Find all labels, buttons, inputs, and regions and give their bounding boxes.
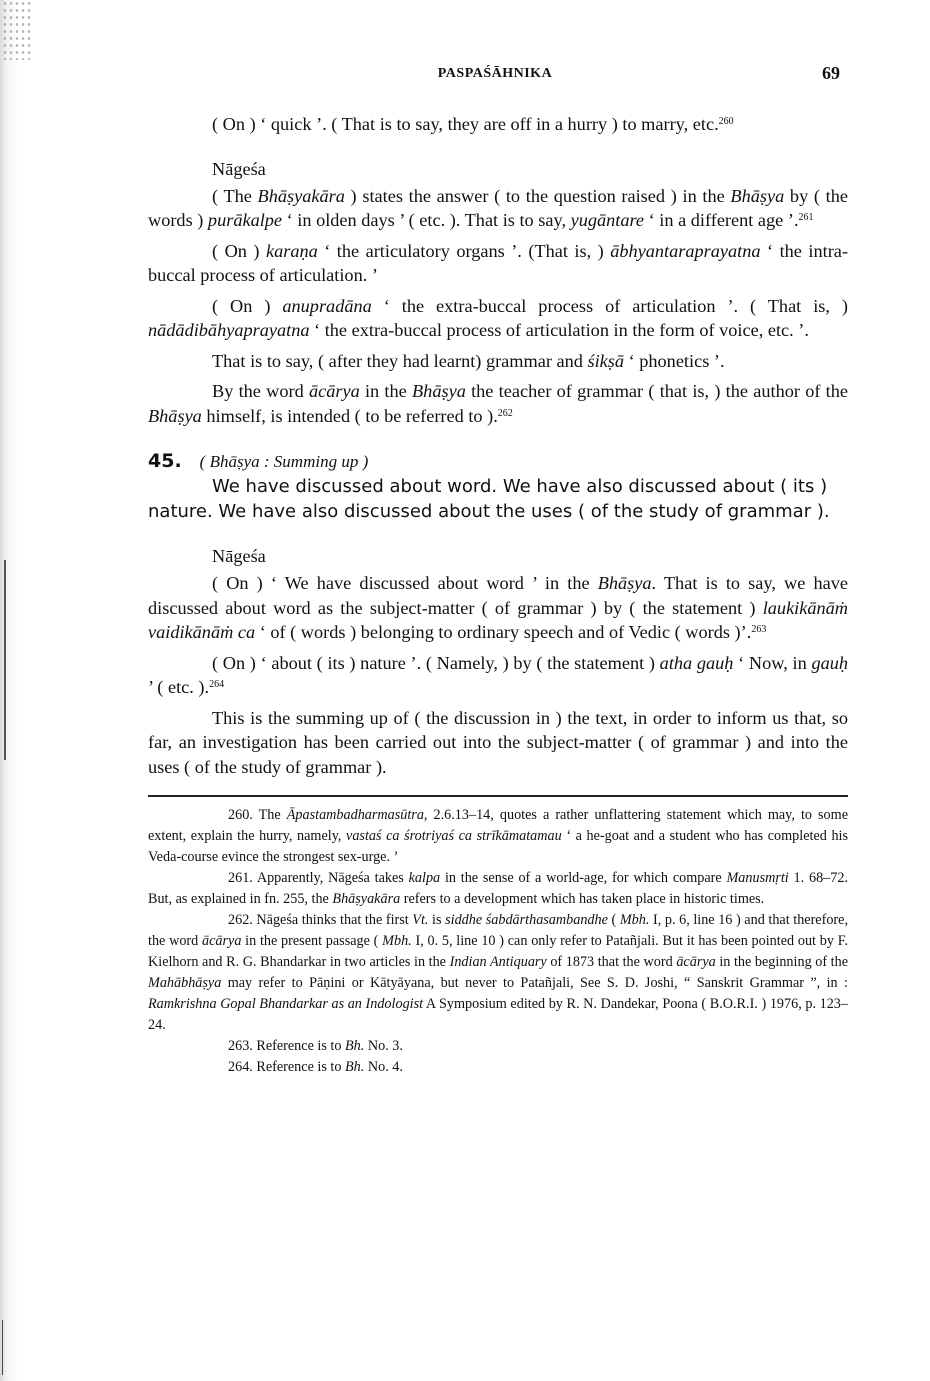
paragraph-anupradana: ( On ) anupradāna ‘ the extra-buccal process of articulation ’. ( That is, ) nādādibāhyaprayatna ‘ the extra-buccal process of articulation in the form of voice, etc. ’. [148, 295, 849, 340]
footnote-261: 261. Apparently, Nāgeśa takes kalpa in the sense of a world-age, for which compare Manusmṛti 1. 68–72. But, as explained in fn. 255, the Bhāṣyakāra refers to a development which has taken place in historic times. [148, 870, 849, 907]
footnote-ref-261: 261 [798, 212, 814, 223]
footnote-divider [148, 795, 848, 797]
page-number: 69 [822, 63, 840, 83]
paragraph-quick: ( On ) ‘ quick ’. ( That is to say, they are off in a hurry ) to marry, etc.$^{260}$ [212, 114, 734, 134]
scan-line-mark-bottom [2, 1320, 3, 1375]
footnote-263: 263. Reference is to Bh. No. 3. [228, 1038, 403, 1054]
footnote-264: 264. Reference is to Bh. No. 4. [228, 1059, 403, 1075]
scan-edge [0, 0, 22, 1381]
page-body [148, 112, 848, 1078]
scan-specks [2, 0, 32, 60]
footnote-260: 260. The Āpastambadharmasūtra, 2.6.13–14, quotes a rather unflattering statement which may, to some extent, explain the hurry, namely, vastaś ca śrotriyaś ca strīkāmatamau ‘ a he-goat and a student who has completed his Veda-course evince the strongest sex-urge. ’ [148, 807, 848, 865]
running-head: PASPAŚĀHNIKA [437, 66, 553, 81]
paragraph-purakalpe: ( The Bhāṣyakāra ) states the answer ( to the question raised ) in the Bhāṣya by ( the words ) purākalpe ‘ in olden days ’ ( etc. ). That is to say, yugāntare ‘ in a different age ’.$^{261}$ [148, 185, 848, 230]
paragraph-nature: ( On ) ‘ about ( its ) nature ’. ( Namely, ) by ( the statement ) atha gauḥ ‘ Now, in gauḥ ’ ( etc. ).$^{264}$ [148, 652, 848, 697]
section-number: 45. [148, 450, 182, 472]
footnote-ref-260: 260 [718, 116, 734, 127]
paragraph-word: ( On ) ‘ We have discussed about word ’ in the Bhāṣya. That is to say, we have discussed about word as the subject-matter ( of grammar ) by ( the statement ) laukikānāṁ vaidikānāṁ ca ‘ of ( words ) belonging to ordinary speech and of Vedic ( words )’.$^{263}$ [148, 573, 848, 642]
paragraph-summing-up: This is the summing up of ( the discussion in ) the text, in order to inform us that, so far, an investigation has been carried out into the subject-matter ( of grammar ) and into the uses ( of the study of grammar ). [148, 707, 848, 777]
paragraph-karana: ( On ) karaṇa ‘ the articulatory organs ’. (That is, ) ābhyantaraprayatna ‘ the intra-buccal process of articulation. ’ [148, 240, 848, 285]
scan-line-mark [4, 560, 6, 760]
commentator-label-2: Nāgeśa [212, 546, 266, 566]
section-heading [148, 450, 848, 472]
commentator-label: Nāgeśa [212, 158, 266, 179]
paragraph-acarya: By the word ācārya in the Bhāṣya the teacher of grammar ( that is, ) the author of the Bhāṣya himself, is intended ( to be referred to ).$^{262}$ [148, 381, 849, 426]
section-title: ( Bhāṣya : Summing up ) [199, 452, 369, 471]
paragraph-siksa: That is to say, ( after they had learnt) grammar and śikṣā ‘ phonetics ’. [212, 350, 725, 371]
page-header [150, 63, 840, 90]
footnote-262: 262. Nāgeśa thinks that the first Vt. is siddhe śabdārthasambandhe ( Mbh. I, p. 6, line 16 ) and that therefore, the word ācārya in the present passage ( Mbh. I, 0. 5, line 10 ) can only refer to Patañjali. But it has been pointed out by F. Kielhorn and R. G. Bhandarkar in two articles in the Indian Antiquary of 1873 that the word ācārya in the beginning of the Mahābhāṣya may refer to Pāṇini or Kātyāyana, but never to Patañjali, See S. D. Joshi, “ Sanskrit Grammar ”, in : Ramkrishna Gopal Bhandarkar as an Indologist A Symposium edited by R. N. Dandekar, Poona ( B.O.R.I. ) 1976, p. 123–24. [148, 912, 849, 1033]
footnote-ref-263: 263 [751, 624, 767, 635]
footnote-ref-262: 262 [497, 407, 513, 419]
footnote-ref-264: 264 [209, 679, 225, 690]
bhasya-text: We have discussed about word. We have also discussed about ( its ) nature. We have also discussed about the uses ( of the study of grammar ). [148, 476, 830, 522]
